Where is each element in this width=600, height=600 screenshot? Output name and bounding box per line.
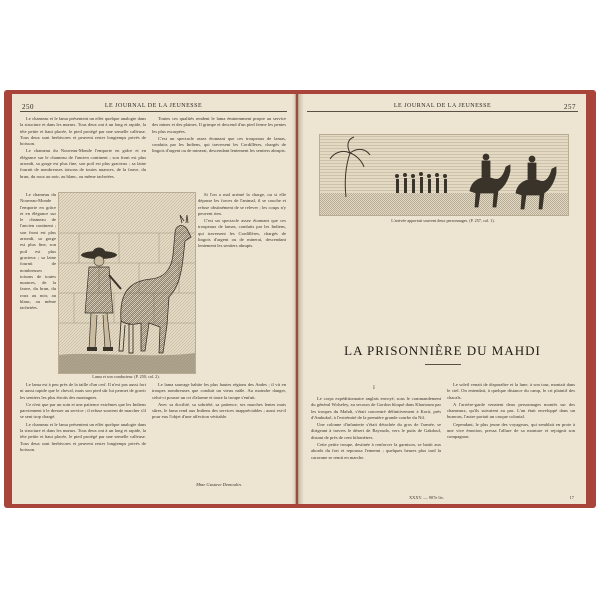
paragraph: Cette petite troupe, destinée à renforcer la garnison, se battit aux abords du fort et repoussa l'ennemi ; quelques heures plus tard la caravane se remit en marche. (311, 442, 441, 460)
right-page (298, 94, 586, 504)
left-page-number: 250 (22, 103, 34, 111)
paragraph: Le chameau et le lama présentent un effet quelque analogie dans la structure et dans les mœurs. Tous deux ont à un long et rapide, la tête petite et haut placée, le pied protégé par une semelle calleuse. Tous deux sont herbivores et peuvent rester longtemps privés de boisson. (20, 421, 146, 452)
right-footer-sheet: 17 (569, 495, 574, 500)
paragraph: Avec sa docilité, sa sobriété, sa patience, ses marches lentes mais sûres, le lama rend aux Indiens des services inappréciables ; aussi est-il pour eux l'objet d'une affection véritable. (152, 401, 286, 420)
book-gutter (292, 94, 304, 504)
paragraph: C'est un spectacle assez étonnant que ces troupeaux de lamas, conduits par les Indiens, qui traversent les Cordillères, chargés de lingots d'argent ou de minerai, descendant lentement les sentiers abrupts. (152, 135, 286, 154)
left-figure-caption: Lama et son conducteur. (P. 250, col. 2). (92, 374, 160, 379)
paragraph: Ce n'est que par un soin et une patience extrêmes que les Indiens parviennent à le dresser au service ; il refuse souvent de marcher s'il se sent trop chargé. (20, 401, 146, 420)
chapter-title: LA PRISONNIÈRE DU MAHDI (344, 343, 541, 358)
paragraph: A l'arrière-garde venaient deux personnages montés sur des chameaux, qu'ils suivaient au pas. L'un était enveloppé dans un burnous, l'autre portait un casque colonial. (447, 401, 575, 420)
paragraph: Le chameau du Nouveau-Monde l'emporte en grâce et en élégance sur le chameau de l'ancien continent ; son front est plus arrondi, sa gorge est plus fine, son poil est plus gracieux ; sa laine fournit de nombreuses toisons de toutes nuances, de la fauve, du brun, du roux au noir, au blanc, ou même tachetées. (20, 192, 56, 311)
paragraph: Cependant, le plus jeune des voyageurs, qui semblait en proie à une vive émotion, pressa l'allure de sa monture et rejoignit son compagnon. (447, 421, 575, 440)
right-journal-title: LE JOURNAL DE LA JEUNESSE (393, 103, 492, 109)
paragraph: C'est un spectacle assez étonnant que ces troupeaux de lamas, conduits par les Indiens, qui traversent les Cordillères, chargés de lingots d'argent ou de minerai, descendant lentement les sentiers abrupts. (198, 218, 286, 249)
right-col2-text (447, 382, 575, 494)
caravan-engraving (319, 134, 569, 216)
right-footer-issue: XXXV. — 907e liv. (409, 495, 444, 500)
right-col1-text (311, 396, 441, 494)
paragraph: Le soleil venait de disparaître et la lune, à son tour, montait dans le ciel. On entendait, à quelque distance du camp, le cri plaintif des chacals. (447, 382, 575, 400)
left-page (12, 94, 296, 504)
left-journal-title: LE JOURNAL DE LA JEUNESSE (104, 103, 203, 109)
paragraph: Le corps expéditionnaire anglais envoyé, sous le commandement du général Wolseley, au secours de Gordon bloqué dans Khartoum par les troupes du Mahdi, s'était concentré définitivement à Korti, près d'Ambukol, à l'extrémité de la première grande courbe du Nil. (311, 396, 441, 420)
paragraph: Si l'on a mal arrimé la charge, ou si elle dépasse les forces de l'animal, il se couche et refuse obstinément de se relever ; les coups n'y peuvent rien. (198, 192, 286, 216)
right-figure-caption: L'arrivée apportait souvent deux personnages. (P. 257, col. 1). (391, 218, 495, 223)
caravan-illustration (320, 135, 568, 215)
left-col2-bottom-text (152, 382, 286, 478)
paragraph: Le chameau du Nouveau-Monde l'emporte en grâce et en élégance sur le chameau de l'ancien continent ; son front est plus arrondi, sa gorge est plus fine, son poil est plus gracieux ; sa laine fournit de nombreuses toisons de toutes nuances, de la fauve, du brun, du roux au noir, au blanc, ou même tachetées. (20, 148, 146, 179)
llama-engraving (58, 192, 196, 374)
left-col1-top-text (20, 116, 146, 190)
title-rule (425, 364, 461, 365)
llama-illustration (59, 193, 195, 373)
paragraph: Le chameau et le lama présentent un effet quelque analogie dans la structure et dans les mœurs. Tous deux ont à un long et rapide, la tête petite et haut placée, le pied protégé par une semelle calleuse. Tous deux sont herbivores et peuvent rester longtemps privés de boisson. (20, 116, 146, 147)
paragraph: Toutes ces qualités rendent le lama éminemment propre au service des mines et des plaines. Il grimpe et descend d'un pied ferme les pentes les plus escarpées. (152, 116, 286, 134)
paragraph: Le lama est à peu près de la taille d'un cerf. Il n'est pas aussi fort ni aussi rapide que le cheval, mais son pied sûr lui permet de gravir les sentiers les plus étroits des montagnes. (20, 382, 146, 400)
section-number: I (373, 386, 375, 391)
left-header-rule (20, 111, 287, 112)
left-signature: Mme Gustave Demoulin. (196, 482, 242, 487)
right-page-number: 257 (564, 103, 576, 111)
left-col1-strip-text (20, 192, 56, 372)
left-col2-strip-text (198, 192, 286, 372)
paragraph: Le lama sauvage habite les plus hautes régions des Andes ; il vit en troupes nombreuses que conduit un vieux mâle. Au moindre danger, celui-ci pousse un cri d'alarme et toute la troupe s'enfuit. (152, 382, 286, 400)
paragraph: Une colonne d'infanterie s'était détachée du gros de l'armée, se dirigeant à travers le désert de Bayouda, vers le puits de Gakdoul, distant de près de cent kilomètres. (311, 422, 441, 440)
left-col1-bottom-text (20, 382, 146, 498)
right-header-rule (307, 111, 578, 112)
left-col2-top-text (152, 116, 286, 190)
